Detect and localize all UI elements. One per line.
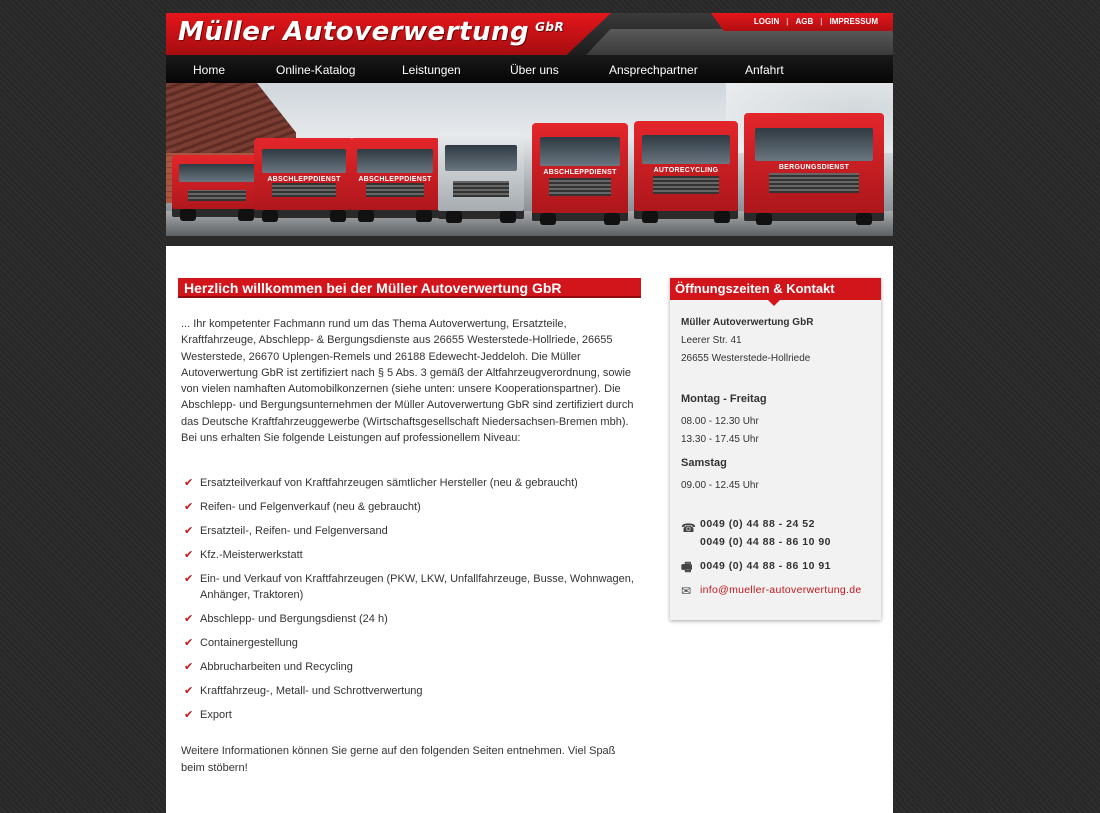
main-nav [166,55,893,83]
contact-box-title: Öffnungszeiten & Kontakt [670,278,881,300]
logo-suffix: GbR [535,20,565,34]
weekday-hours-2: 13.30 - 17.45 Uhr [681,434,759,445]
truck-label: BERGUNGSDIENST [778,163,850,171]
check-icon: ✔ [184,637,194,650]
service-label: Reifen- und Felgenverkauf (neu & gebraucht) [200,501,421,514]
phone-row [681,515,881,551]
city: 26655 Westerstede-Hollriede [681,353,811,364]
list-item [182,523,641,539]
list-item [182,475,641,491]
nav-item-ueber-uns[interactable]: Über uns [510,63,559,77]
list-item [182,611,641,627]
truck-label: ABSCHLEPPDIENST [358,175,432,183]
impressum-link[interactable]: IMPRESSUM [829,17,878,26]
service-label: Abschlepp- und Bergungsdienst (24 h) [200,613,388,626]
list-item [182,659,641,675]
mail-icon: ✉ [681,584,692,598]
truck-label: AUTORECYCLING [653,167,719,175]
services-list [178,475,641,723]
nav-item-online-katalog[interactable]: Online-Katalog [276,63,356,77]
site-header [166,13,893,55]
service-label: Containergestellung [200,637,298,650]
banner-truck-5 [634,121,738,219]
nav-item-leistungen[interactable]: Leistungen [402,63,461,77]
phone-2[interactable]: 0049 (0) 44 88 - 86 10 90 [700,536,832,548]
banner-truck-4 [532,123,628,221]
truck-label: ABSCHLEPPDIENST [543,169,617,177]
nav-item-home[interactable]: Home [193,63,226,77]
check-icon: ✔ [184,501,194,514]
top-link-separator: | [786,17,789,26]
banner-truck-2 [350,138,440,218]
company-name: Müller Autoverwertung GbR [681,317,814,328]
list-item [182,635,641,651]
page [166,13,893,813]
banner-truck-6 [744,113,884,221]
fax-number: 0049 (0) 44 88 - 86 10 91 [700,560,832,572]
list-item [182,707,641,723]
logo-text: Müller Autoverwertung [178,17,530,47]
contact-box [670,278,881,620]
service-label: Ersatzteilverkauf von Kraftfahrzeugen sämtlicher Hersteller (neu & gebraucht) [200,477,578,490]
street: Leerer Str. 41 [681,335,742,346]
phone-icon: ☎ [681,521,697,535]
service-label: Kfz.-Meisterwerkstatt [200,549,303,562]
check-icon: ✔ [184,549,194,562]
fax-icon: 🖷 [681,560,693,574]
login-link[interactable]: LOGIN [753,17,780,26]
check-icon: ✔ [184,613,194,626]
check-icon: ✔ [184,525,194,538]
service-label: Export [200,709,232,722]
weekday-label: Montag - Freitag [681,393,767,405]
service-label: Kraftfahrzeug-, Metall- und Schrottverwertung [200,685,423,698]
truck-label: ABSCHLEPPDIENST [267,175,341,183]
list-item [182,683,641,699]
site-logo[interactable] [178,17,564,47]
nav-item-ansprechpartner[interactable]: Ansprechpartner [609,63,698,77]
top-links [747,17,885,26]
email-link[interactable]: info@mueller-autoverwertung.de [700,584,862,596]
header-grey-band [586,29,893,55]
check-icon: ✔ [184,573,194,586]
saturday-label: Samstag [681,457,727,469]
check-icon: ✔ [184,709,194,722]
weekday-hours-1: 08.00 - 12.30 Uhr [681,416,759,427]
intro-text: ... Ihr kompetenter Fachmann rund um das Thema Autoverwertung, Ersatzteile, Kraftfahrzeuge, Abschlepp- & Bergungsdienste aus 26655 Westerstede-Hollriede, 26655 Westerstede, 26670 Uplengen-Remels und 26188 Edewecht-Jeddeloh. Die Müller Autoverwertung GbR ist zertifiziert nach § 5 Abs. 3 gemäß der Altfahrzeugverordnung, sowie von vielen namhaften Automobilkonzernen (siehe unten: unsere Kooperationspartner). Die Abschlepp- und Bergungsunternehmen der Müller Autoverwertung GbR sind zertifiziert durch das Deutsche Kraftfahrzeuggewerbe (Wirtschaftsgesellschaft Niedersachsen-Bremen mbh). Bei uns erhalten Sie folgende Leistungen auf professionellem Niveau: [181,318,634,445]
page-title: Herzlich willkommen bei der Müller Autoverwertung GbR [178,278,641,298]
phone-1[interactable]: 0049 (0) 44 88 - 24 52 [700,518,815,530]
agb-link[interactable]: AGB [795,17,814,26]
service-label: Ersatzteil-, Reifen- und Felgenversand [200,525,388,538]
main-content [178,278,641,776]
nav-item-anfahrt[interactable]: Anfahrt [745,63,784,77]
service-label: Abbrucharbeiten und Recycling [200,661,353,674]
list-item [182,571,641,603]
hero-banner [166,83,893,236]
check-icon: ✔ [184,477,194,490]
fax-row [681,557,881,575]
list-item [182,499,641,515]
address [681,314,881,368]
email-row [681,581,881,599]
check-icon: ✔ [184,661,194,674]
contact-box-body [670,300,881,599]
banner-truck-van [172,155,262,217]
banner-bottom-strip [166,236,893,246]
check-icon: ✔ [184,685,194,698]
service-label: Ein- und Verkauf von Kraftfahrzeugen (PKW, LKW, Unfallfahrzeuge, Busse, Wohnwagen, Anhänger, Traktoren) [200,573,634,602]
outro-text: Weitere Informationen können Sie gerne auf den folgenden Seiten entnehmen. Viel Spaß beim stöbern! [181,745,616,774]
saturday-hours: 09.00 - 12.45 Uhr [681,480,759,491]
top-link-separator: | [820,17,823,26]
banner-truck-3 [438,133,524,219]
list-item [182,547,641,563]
banner-truck-1 [254,138,354,218]
